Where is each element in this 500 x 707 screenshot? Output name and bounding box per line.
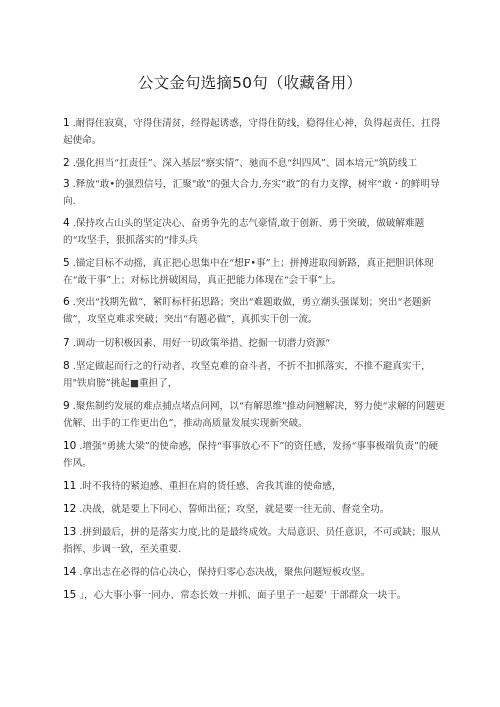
item-number: 9 bbox=[63, 400, 70, 412]
list-item bbox=[63, 478, 447, 495]
quote-list bbox=[63, 115, 447, 604]
item-number: 12 bbox=[63, 503, 77, 515]
item-number: 13 bbox=[63, 526, 77, 538]
list-item bbox=[63, 587, 447, 604]
list-item bbox=[63, 501, 447, 518]
item-number: 11 bbox=[63, 480, 77, 492]
list-item bbox=[63, 176, 447, 210]
list-item bbox=[63, 255, 447, 289]
item-number: 15 bbox=[63, 589, 77, 601]
item-number: 14 bbox=[63, 566, 77, 578]
item-text: .锚定目标不动摇，真正把心思集中在“想F•事”上；拼搏进取闯新路，真正把胆识体现在“敢干事”上；对标比拼破困局，真正把能力体现在“会干事”上。 bbox=[63, 258, 434, 286]
item-text: .释放“敢•的强烈信号，汇聚"敢”的强大合力,夯实“敢”的有力支撑，树牢“敢・的鲜明导向. bbox=[63, 179, 440, 207]
list-item bbox=[63, 115, 447, 149]
page-title: 公文金句选摘50句（收藏备用） bbox=[137, 74, 363, 92]
item-number: 5 bbox=[63, 257, 70, 269]
list-item bbox=[63, 294, 447, 328]
item-text: 」，心大事小事一同办、常态长效一并抓、面子里子一起要' 干部群众一块干。 bbox=[79, 590, 407, 601]
list-item bbox=[63, 155, 447, 172]
item-text: .耐得住寂寞，守得住清贫，经得起诱惑，守得住防线，稳得住心神，负得起责任、扛得起使命。 bbox=[63, 118, 441, 146]
item-number: 4 bbox=[63, 217, 70, 229]
item-number: 7 bbox=[63, 337, 70, 349]
item-text: .聚焦制约发展的难点捕点堵点问网，以“有解思维"推动问翘解决，努力使“求解的问题更优解、出手的工作更出色”，推动高质量发展实现新突破。 bbox=[63, 401, 445, 429]
list-item bbox=[63, 358, 447, 392]
list-item bbox=[63, 398, 447, 432]
item-text: .保持攻占山头的坚定决心、奋勇争先的志气豪情,敢于创新、勇于突破，做破解难题的“攻坚手，狠抓落实的“排头兵 bbox=[63, 218, 425, 246]
item-text: .拿出志在必得的信心决心，保持归零心态决战，聚焦问题短板攻坚。 bbox=[79, 567, 371, 578]
item-text: .调动一切积极因素、用好一切政策举措、挖掘一切潜力资源“ bbox=[72, 338, 331, 349]
item-number: 3 bbox=[63, 178, 70, 190]
item-text: .增强“勇挑大梁”的使命感，保持“事事放心不下”的资任感，发扬“事事极端负责”的硬作风。 bbox=[63, 441, 439, 469]
list-item bbox=[63, 215, 447, 249]
list-item bbox=[63, 438, 447, 472]
item-number: 6 bbox=[63, 296, 70, 308]
item-text: .拼到最后，拼的是落实力度,比的是最终成效。大局意识、员任意识，不可或缺；服从指挥、步调一致，至关重要. bbox=[63, 527, 441, 555]
item-text: .强化担当“扛责任”、深入基层“察实情”、驰而不息“纠四风”、固本培元“筑防线工 bbox=[72, 158, 418, 169]
item-number: 8 bbox=[63, 360, 70, 372]
item-number: 2 bbox=[63, 157, 70, 169]
item-number: 1 bbox=[63, 117, 70, 129]
item-text: .时不我待的紧迫感、重担在肩的货任感、舍我其谁的使命感， bbox=[79, 481, 342, 492]
item-text: .坚定做起而行之的行动者、攻坚克难的奋斗者，不折不扣抓落实，不推不避真实干，用"铁肩膀”挑起■重担了， bbox=[63, 361, 431, 389]
item-text: .突出“找期先做”，紧盯标杆拓思路；突出“难题敢做，勇立潮头强谋划；突出“老题新做”，攻坚克难求突破；突出“有题必做”，真抓实干创一流。 bbox=[63, 297, 432, 325]
list-item bbox=[63, 564, 447, 581]
list-item bbox=[63, 524, 447, 558]
item-number: 10 bbox=[63, 440, 77, 452]
list-item bbox=[63, 335, 447, 352]
item-text: .决战，就是要上下同心、誓师出征；攻坚，就是要一往无前、督竞全功。 bbox=[79, 504, 390, 515]
